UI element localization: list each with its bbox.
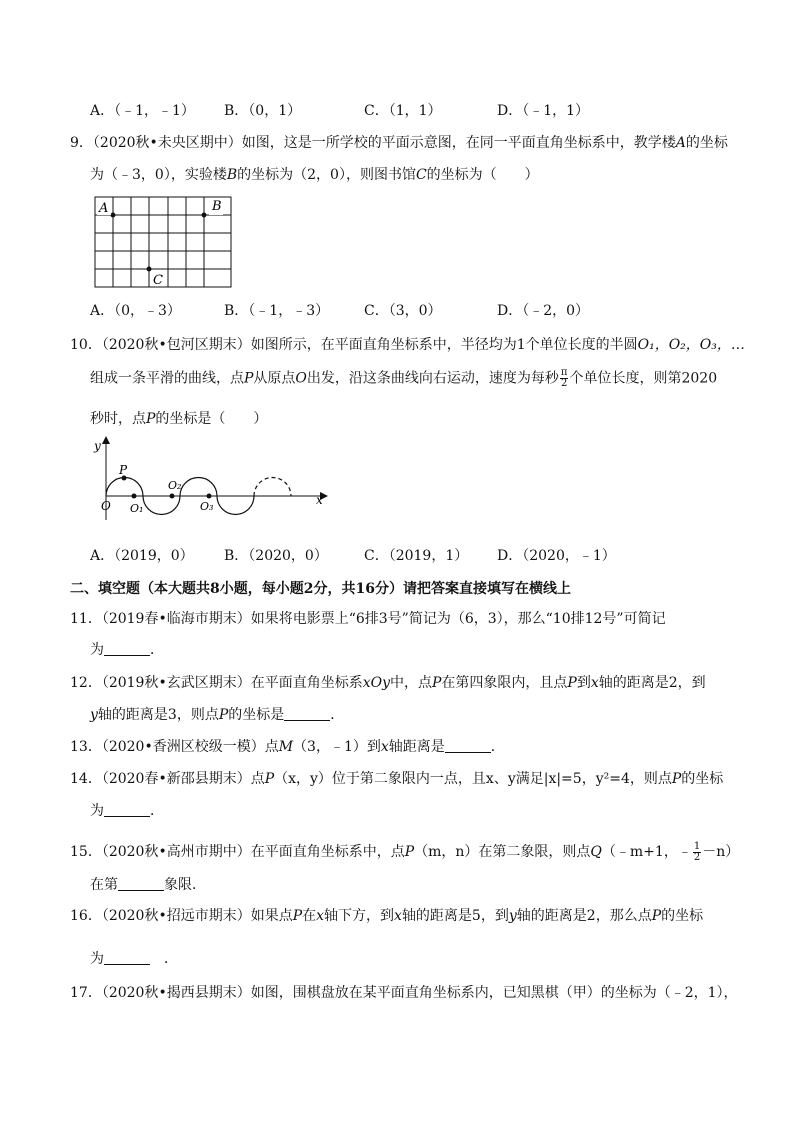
- label-x: x: [316, 493, 323, 507]
- section2-title: 二、填空题（本大题共8小题，每小题2分，共16分）请把答案直接填写在横线上: [70, 581, 571, 597]
- q11-answer-blank[interactable]: [104, 641, 150, 656]
- label-o1: O₁: [130, 502, 144, 515]
- q12-answer-blank[interactable]: [284, 706, 330, 721]
- point-b: [202, 213, 207, 218]
- q9-option-d: D．（﹣2，0）: [497, 303, 590, 319]
- q8-option-c: C．（1，1）: [364, 103, 442, 119]
- q11-stem-line1: 11．（2019春•临海市期末）如果将电影票上“6排3号”简记为（6，3），那么“10排12号”可简记: [70, 611, 666, 627]
- q16-stem-line1: 16．（2020秋•招远市期末）如果点P在x轴下方，到x轴的距离是5，到y轴的距离是2，那么点P的坐标: [70, 908, 704, 924]
- q10-semicircle-curve-figure: [88, 432, 338, 528]
- q11-stem-line2: 为 ．: [90, 642, 164, 658]
- q10-option-d: D．（2020，﹣1）: [497, 548, 616, 564]
- q9-school-grid-figure: [90, 192, 240, 292]
- q10-option-a: A．（2019，0）: [90, 548, 194, 564]
- q10-option-b: B．（2020，0）: [224, 548, 328, 564]
- point-o2: [170, 494, 175, 499]
- q13-answer-blank[interactable]: [445, 738, 491, 753]
- q10-stem-line3: 秒时，点P的坐标是（ ）: [90, 411, 268, 427]
- label-c: C: [153, 273, 163, 288]
- q9-stem-line2: 为（﹣3，0），实验楼B的坐标为（2，0），则图书馆C的坐标为（ ）: [90, 167, 539, 183]
- label-p: P: [119, 463, 128, 477]
- q8-option-a: A．（﹣1，﹣1）: [90, 103, 195, 119]
- q17-stem-line1: 17．（2020秋•揭西县期末）如图，围棋盘放在某平面直角坐标系内，已知黑棋（甲）的坐标为（﹣2，1），: [70, 985, 738, 1001]
- point-o3: [207, 494, 212, 499]
- q9-option-b: B．（﹣1，﹣3）: [224, 303, 330, 319]
- q14-stem-line1: 14．（2020春•新邵县期末）点P（x，y）位于第二象限内一点，且x、y满足|x|=5，y²=4，则点P的坐标: [70, 771, 724, 787]
- label-a: A: [99, 201, 109, 216]
- q10-stem-line2: 组成一条平滑的曲线，点P从原点O出发，沿这条曲线向右运动，速度为每秒 $\frac{\pi}{2}$ 个单位长度，则第2020: [90, 367, 718, 389]
- point-c: [147, 267, 152, 272]
- q10-stem-line1: 10．（2020秋•包河区期末）如图所示，在平面直角坐标系中，半径均为1个单位长度的半圆O₁，O₂，O₃，…: [70, 337, 745, 353]
- q12-stem-line1: 12．（2019秋•玄武区期末）在平面直角坐标系xOy中，点P在第四象限内，且点P到x轴的距离是2，到: [70, 675, 706, 691]
- q12-stem-line2: y轴的距离是3，则点P的坐标是 ．: [90, 707, 345, 723]
- label-o: O: [101, 499, 111, 513]
- label-o3: O₃: [200, 500, 214, 513]
- q14-stem-line2: 为 ．: [90, 803, 164, 819]
- q9-stem-line1: 9．（2020秋•未央区期中）如图，这是一所学校的平面示意图，在同一平面直角坐标系中，教学楼A的坐标: [70, 135, 728, 151]
- q15-stem-line1: 15．（2020秋•高州市期中）在平面直角坐标系中，点P（m，n）在第二象限，则点Q（﹣m+1，﹣ $\frac{1}{2}$ －n）: [70, 840, 740, 863]
- point-o1: [132, 494, 137, 499]
- q15-answer-blank[interactable]: [118, 876, 164, 891]
- q9-option-a: A．（0，﹣3）: [90, 303, 181, 319]
- q9-option-c: C．（3，0）: [364, 303, 442, 319]
- q10-option-c: C．（2019，1）: [364, 548, 469, 564]
- q14-answer-blank[interactable]: [104, 802, 150, 817]
- q15-stem-line2: 在第 象限．: [90, 877, 206, 893]
- q8-option-d: D．（﹣1，1）: [497, 103, 590, 119]
- q16-stem-line2: 为 ．: [90, 951, 178, 967]
- label-y: y: [94, 439, 101, 453]
- pi-over-2-fraction: $\frac{\pi}{2}$: [560, 367, 568, 389]
- one-half-fraction: $\frac{1}{2}$: [693, 840, 701, 863]
- label-b: B: [212, 199, 222, 214]
- q16-answer-blank[interactable]: [104, 950, 150, 965]
- label-o2: O₂: [168, 479, 182, 492]
- point-a: [111, 213, 116, 218]
- q13-stem: 13．（2020•香洲区校级一模）点M（3，﹣1）到x轴距离是 ．: [70, 739, 505, 755]
- q8-option-b: B．（0，1）: [224, 103, 302, 119]
